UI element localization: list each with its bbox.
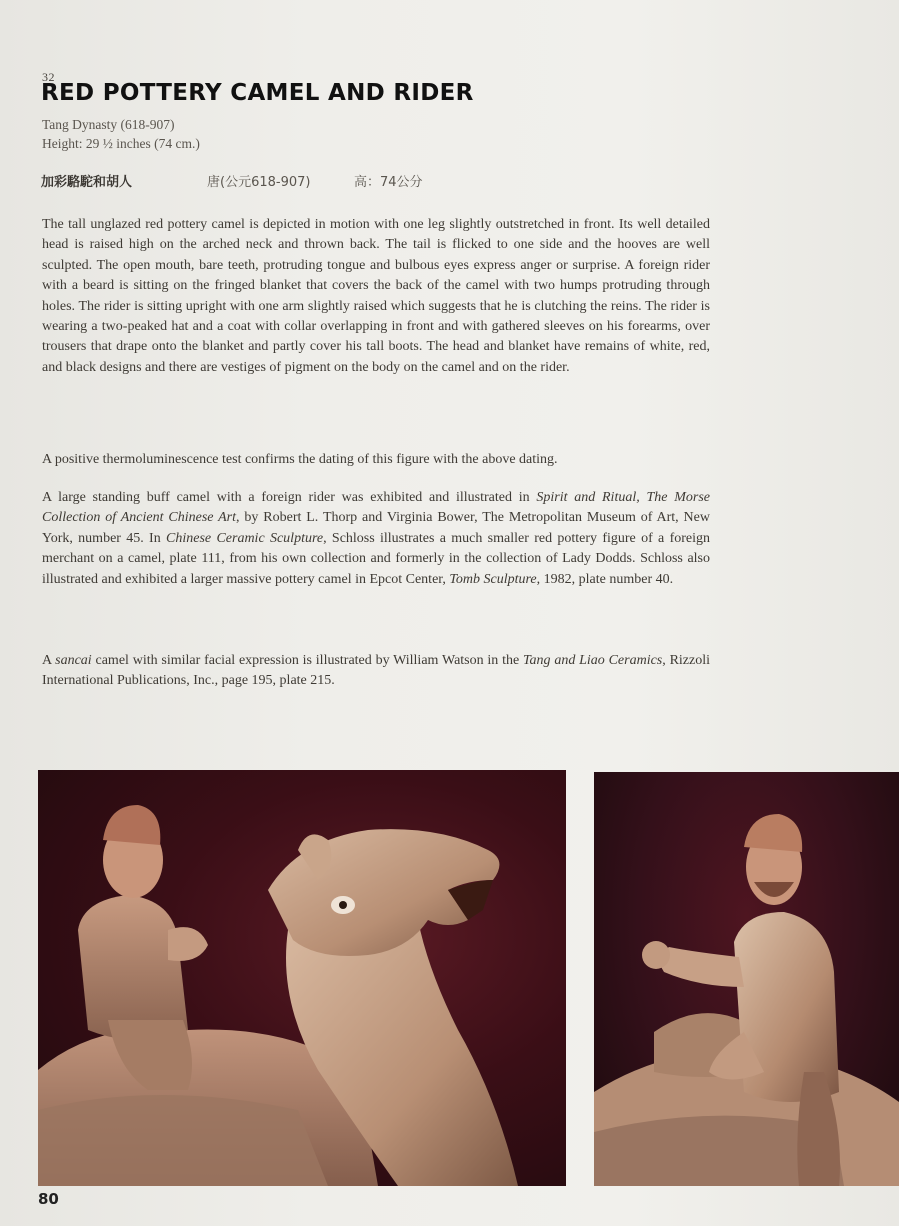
- ref-text-c: , Schloss illustrates a much smaller red pottery figure of a foreign merchant on a camel, plate 111, from his own collection and formerly in the collection of Lady Dodds. Schloss also illustrated and exhibited a larger massive pottery camel in Epcot Center,: [42, 530, 710, 587]
- sancai-paragraph: [42, 651, 710, 692]
- chinese-title: 加彩駱駝和胡人: [41, 175, 133, 190]
- chinese-date: 唐(公元618-907): [207, 175, 311, 190]
- ref-text-b: , by Robert L. Thorp and Virginia Bower, The Metropolitan Museum of Art, New York, number 45. In: [42, 510, 710, 546]
- references-paragraph: [42, 488, 710, 590]
- dynasty-line: Tang Dynasty (618-907): [42, 117, 175, 132]
- ref-text-a: A large standing buff camel with a foreign rider was exhibited and illustrated in: [42, 490, 537, 505]
- camel-and-rider-photo: [38, 770, 566, 1186]
- camel-head-illustration: [38, 770, 566, 1186]
- rider-detail-photo: [594, 772, 899, 1186]
- ref-book-tomb-sculpture: Tomb Sculpture: [449, 571, 537, 587]
- sancai-text-c: , Rizzoli International Publications, Inc., page 195, plate 215.: [42, 653, 710, 689]
- page-number: 80: [38, 1190, 59, 1208]
- sancai-text-b: camel with similar facial expression is illustrated by William Watson in the: [91, 653, 524, 668]
- sancai-text-a: A: [42, 653, 56, 668]
- thermoluminescence-paragraph: A positive thermoluminescence test confirms the dating of this figure with the above dating.: [42, 452, 558, 467]
- catalog-number: 32: [42, 70, 55, 84]
- chinese-height: 高：74公分: [354, 175, 423, 190]
- height-line: Height: 29 ½ inches (74 cm.): [42, 136, 200, 151]
- description-paragraph: The tall unglazed red pottery camel is depicted in motion with one leg slightly outstretched in front. Its well detailed head is raised high on the arched neck and thrown back. The tail is flicked to one side and the hooves are well sculpted. The open mouth, bare teeth, protruding tongue and bulbous eyes express anger or surprise. A foreign rider with a beard is sitting on the fringed blanket that covers the back of the camel with two humps protruding through holes. The rider is sitting upright with one arm slightly raised which suggests that he is clutching the reins. The rider is wearing a two-peaked hat and a coat with collar overlapping in front and with gathered sleeves on his forearms, over trousers that drape onto the blanket and partly cover his tall boots. The head and blanket have remains of white, red, and black designs and there are vestiges of pigment on the body on the camel and on the rider.: [42, 217, 710, 375]
- sancai-term: sancai: [55, 653, 92, 668]
- rider-illustration: [594, 772, 899, 1186]
- ref-book-spirit-and-ritual: Spirit and Ritual, The Morse Collection of Ancient Chinese Art: [42, 490, 710, 526]
- ref-text-d: , 1982, plate number 40.: [536, 571, 674, 587]
- ref-book-chinese-ceramic-sculpture: Chinese Ceramic Sculpture: [166, 530, 324, 546]
- page-title: RED POTTERY CAMEL AND RIDER: [41, 80, 474, 106]
- ref-book-tang-and-liao-ceramics: Tang and Liao Ceramics: [523, 653, 663, 668]
